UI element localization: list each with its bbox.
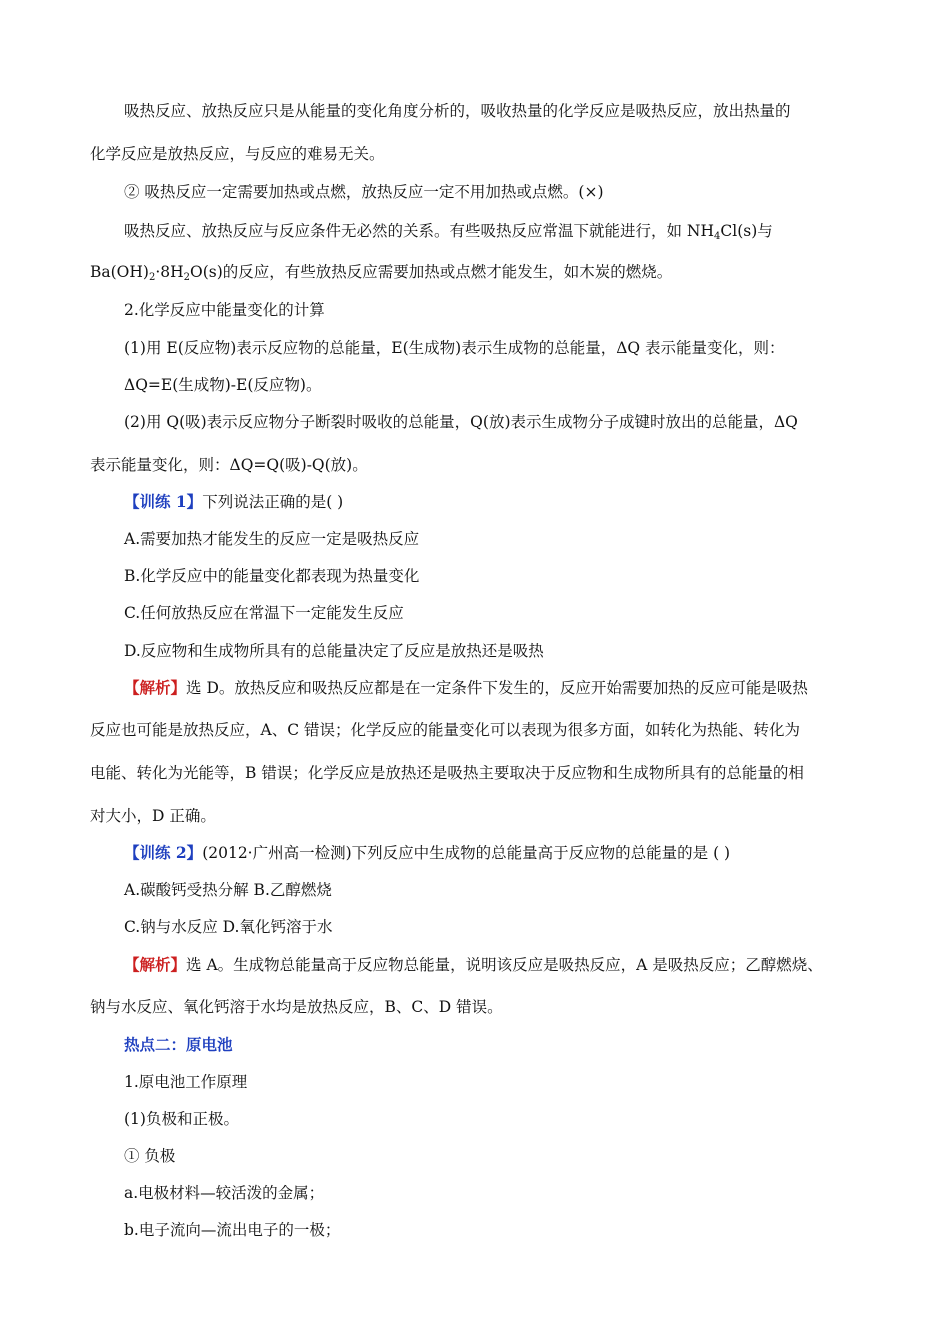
option-a: A.需要加热才能发生的反应一定是吸热反应 — [124, 530, 420, 548]
paragraph-line: 表示能量变化，则：ΔQ=Q(吸)-Q(放)。 — [90, 456, 368, 474]
analysis-line: 电能、转化为光能等，B 错误；化学反应是放热还是吸热主要取决于反应物和生成物所具有的总能量的相 — [90, 764, 804, 782]
paragraph-line: ② 吸热反应一定需要加热或点燃，放热反应一定不用加热或点燃。(×) — [124, 183, 604, 201]
exercise-question — [124, 491, 343, 513]
hotspot-heading: 热点二：原电池 — [124, 1035, 233, 1054]
paragraph-line — [124, 220, 773, 248]
paragraph-line — [90, 261, 672, 289]
subscript: 2 — [148, 272, 156, 283]
subscript: 2 — [183, 272, 191, 283]
section-heading: 2.化学反应中能量变化的计算 — [124, 301, 325, 319]
text-span: ·8H — [155, 263, 184, 281]
analysis-line: 钠与水反应、氧化钙溶于水均是放热反应，B、C、D 错误。 — [90, 998, 503, 1016]
analysis-line — [124, 677, 808, 699]
exercise-tag: 【训练 1】 — [124, 492, 203, 511]
list-item: a.电极材料—较活泼的金属； — [124, 1184, 325, 1202]
text-span: 吸热反应、放热反应与反应条件无必然的关系。有些吸热反应常温下就能进行，如 NH — [124, 222, 715, 240]
option-cd: C.钠与水反应 D.氧化钙溶于水 — [124, 918, 333, 936]
formula-line: ΔQ=E(生成物)-E(反应物)。 — [124, 376, 322, 394]
analysis-tag: 【解析】 — [124, 678, 187, 697]
paragraph-line: (2)用 Q(吸)表示反应物分子断裂时吸收的总能量，Q(放)表示生成物分子成键时放出的总能量，ΔQ — [124, 413, 798, 431]
option-c: C.任何放热反应在常温下一定能发生反应 — [124, 604, 404, 622]
paragraph-line: (1)用 E(反应物)表示反应物的总能量，E(生成物)表示生成物的总能量，ΔQ 表示能量变化，则： — [124, 339, 785, 357]
paragraph-line: 化学反应是放热反应，与反应的难易无关。 — [90, 145, 385, 163]
subsection-heading: (1)负极和正极。 — [124, 1110, 239, 1128]
analysis-line: 对大小，D 正确。 — [90, 807, 216, 825]
subscript: 4 — [714, 231, 721, 242]
subsection-heading: ① 负极 — [124, 1147, 176, 1165]
analysis-text: 选 D。放热反应和吸热反应都是在一定条件下发生的，反应开始需要加热的反应可能是吸热 — [186, 679, 808, 697]
paragraph-line: 吸热反应、放热反应只是从能量的变化角度分析的，吸收热量的化学反应是吸热反应，放出热量的 — [124, 102, 791, 120]
text-span: Ba(OH) — [90, 263, 149, 281]
exercise-question — [124, 842, 730, 864]
text-span: Cl(s)与 — [720, 222, 773, 240]
text-span: O(s)的反应，有些放热反应需要加热或点燃才能发生，如木炭的燃烧。 — [190, 263, 673, 281]
question-text: (2012·广州高一检测)下列反应中生成物的总能量高于反应物的总能量的是 ( ) — [202, 844, 731, 862]
analysis-text: 选 A。生成物总能量高于反应物总能量，说明该反应是吸热反应，A 是吸热反应；乙醇燃烧、 — [186, 956, 823, 974]
section-heading: 1.原电池工作原理 — [124, 1073, 248, 1091]
analysis-tag: 【解析】 — [124, 955, 187, 974]
analysis-line — [124, 954, 823, 976]
analysis-line: 反应也可能是放热反应，A、C 错误；化学反应的能量变化可以表现为很多方面，如转化为热能、转化为 — [90, 721, 800, 739]
list-item: b.电子流向—流出电子的一极； — [124, 1221, 341, 1239]
question-text: 下列说法正确的是( ) — [202, 493, 344, 511]
option-b: B.化学反应中的能量变化都表现为热量变化 — [124, 567, 420, 585]
option-ab: A.碳酸钙受热分解 B.乙醇燃烧 — [124, 881, 332, 899]
option-d: D.反应物和生成物所具有的总能量决定了反应是放热还是吸热 — [124, 642, 544, 660]
exercise-tag: 【训练 2】 — [124, 843, 203, 862]
